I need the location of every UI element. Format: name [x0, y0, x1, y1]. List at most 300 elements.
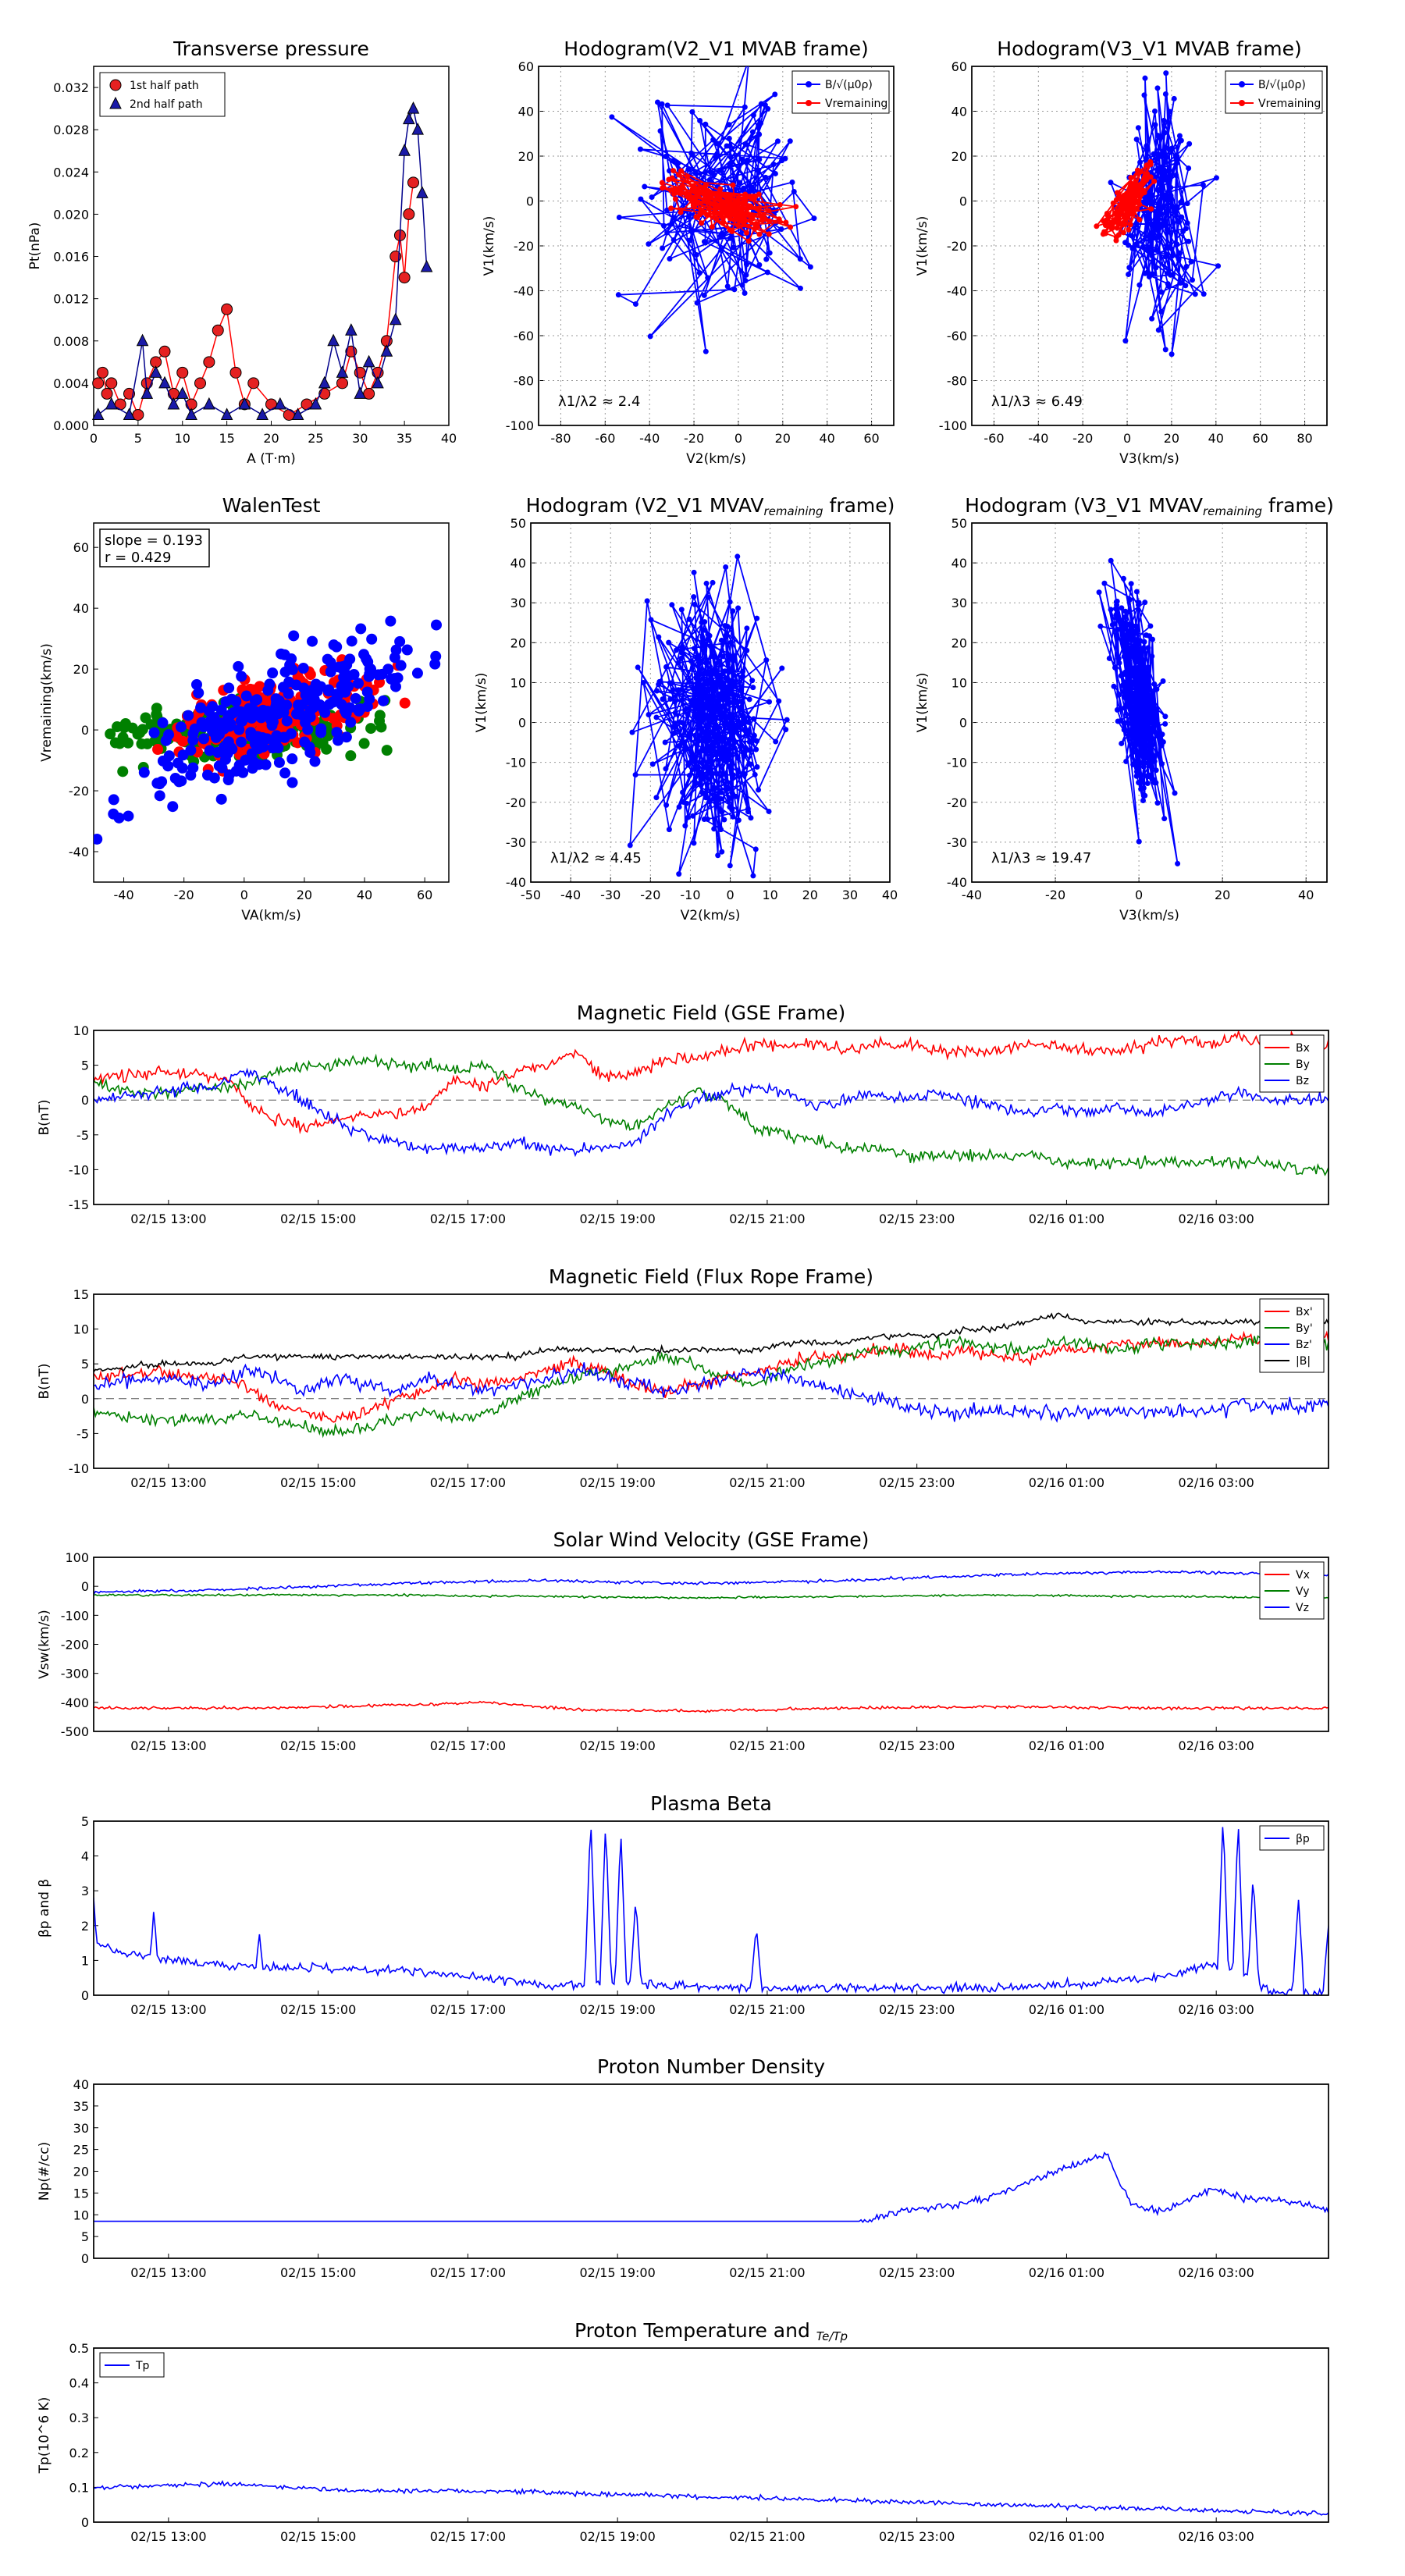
data-point: [728, 667, 734, 673]
data-point: [1134, 774, 1140, 779]
data-point: [656, 679, 662, 685]
data-point: [688, 229, 694, 234]
data-point: [728, 639, 734, 645]
x-tick-label: 40: [819, 431, 835, 446]
data-point: [177, 763, 188, 774]
data-point: [645, 598, 650, 603]
data-point: [1149, 653, 1154, 659]
data-point: [773, 738, 778, 744]
y-tick-label: -20: [513, 239, 534, 254]
data-point: [1161, 118, 1167, 123]
x-tick-label: 40: [1298, 888, 1314, 902]
y-tick-label: 10: [73, 1023, 89, 1038]
data-point: [1161, 678, 1166, 684]
y-tick-label: 0.5: [69, 2341, 89, 2356]
data-point: [745, 212, 750, 218]
data-point: [1136, 728, 1142, 733]
data-point: [705, 632, 710, 637]
x-axis-label: V3(km/s): [1119, 451, 1179, 467]
data-point: [219, 724, 229, 735]
data-point: [1163, 70, 1168, 76]
data-point: [1159, 743, 1165, 749]
data-point: [695, 200, 701, 205]
data-point: [1164, 155, 1169, 160]
data-point: [670, 175, 675, 180]
data-point: [1147, 624, 1153, 629]
data-point: [703, 183, 709, 188]
data-point: [1101, 218, 1106, 223]
data-point: [1119, 741, 1124, 746]
data-point: [668, 205, 674, 211]
data-point: [673, 724, 678, 729]
data-point: [1147, 274, 1152, 279]
data-point: [197, 717, 208, 728]
y-tick-label: 0.008: [53, 333, 89, 349]
data-point: [711, 826, 717, 831]
data-point: [1151, 151, 1157, 157]
data-point: [736, 770, 742, 775]
data-point: [751, 112, 756, 118]
y-tick-label: 40: [73, 2077, 89, 2092]
data-point: [286, 753, 297, 764]
data-point: [723, 564, 728, 570]
data-point: [667, 256, 672, 262]
data-point: [717, 675, 723, 681]
data-point: [755, 224, 760, 229]
x-tick-label: 02/15 13:00: [130, 2529, 207, 2544]
y-tick-label: 0.000: [53, 418, 89, 433]
data-point: [750, 873, 756, 878]
data-point: [705, 728, 710, 734]
data-point: [1112, 665, 1118, 671]
data-point: [1161, 816, 1167, 821]
data-point: [703, 349, 709, 354]
y-axis-label: Vremaining(km/s): [39, 643, 55, 762]
y-tick-label: -40: [946, 875, 967, 890]
y-tick-label: 5: [80, 1357, 89, 1372]
data-point: [707, 799, 713, 805]
data-point: [1141, 785, 1147, 791]
data-point: [722, 668, 727, 674]
data-point: [783, 727, 788, 732]
legend-label: Bz': [1296, 1339, 1312, 1351]
y-axis-label: Vsw(km/s): [37, 1610, 52, 1679]
data-point: [717, 824, 722, 830]
data-point: [735, 606, 741, 611]
data-point: [1186, 165, 1191, 171]
data-point: [727, 738, 732, 743]
y-tick-label: -40: [68, 845, 89, 860]
data-point: [276, 649, 286, 660]
data-point: [777, 216, 782, 222]
data-point: [744, 262, 749, 267]
x-tick-label: 10: [174, 431, 190, 446]
data-point: [1153, 265, 1158, 271]
data-point: [709, 180, 714, 185]
data-point: [1148, 230, 1154, 236]
y-tick-label: 40: [518, 104, 534, 119]
data-point: [1162, 130, 1168, 136]
data-point: [673, 196, 678, 201]
data-point: [187, 763, 198, 774]
data-point: [706, 595, 711, 600]
data-point: [1186, 239, 1191, 244]
data-point: [1135, 642, 1140, 647]
y-tick-label: -60: [513, 329, 534, 343]
data-point: [195, 378, 206, 389]
data-point: [1107, 656, 1112, 661]
data-point: [1177, 251, 1183, 256]
data-point: [1169, 351, 1175, 357]
data-point: [676, 660, 681, 665]
data-point: [1120, 672, 1126, 678]
data-point: [669, 221, 674, 226]
data-point: [706, 206, 712, 212]
data-point: [1158, 152, 1164, 158]
y-axis-label: V1(km/s): [915, 215, 930, 276]
chart-title: Transverse pressure: [173, 37, 369, 60]
data-point: [1149, 704, 1154, 710]
y-tick-label: -400: [60, 1695, 89, 1710]
data-point: [1168, 185, 1173, 190]
data-point: [705, 194, 710, 199]
data-point: [1193, 291, 1198, 297]
data-point: [635, 664, 641, 670]
y-tick-label: 0: [518, 715, 526, 731]
data-point: [791, 189, 797, 194]
legend-label: Vremaining: [1258, 98, 1321, 110]
data-point: [341, 708, 352, 719]
data-point: [676, 871, 681, 877]
data-point: [730, 814, 735, 820]
y-tick-label: 5: [80, 2229, 89, 2245]
data-point: [1122, 654, 1127, 660]
y-axis-label: V1(km/s): [915, 672, 930, 733]
data-point: [1149, 199, 1154, 205]
data-point: [1166, 245, 1172, 251]
data-point: [1151, 681, 1157, 687]
x-tick-label: 02/16 03:00: [1178, 2002, 1254, 2017]
data-point: [692, 570, 697, 575]
data-point: [693, 214, 699, 219]
data-point: [725, 210, 731, 215]
data-point: [710, 580, 716, 585]
data-point: [1176, 219, 1182, 225]
data-point: [660, 246, 665, 251]
data-point: [1144, 171, 1150, 176]
y-tick-label: 30: [510, 596, 526, 611]
y-tick-label: 60: [73, 540, 89, 556]
data-point: [1113, 606, 1119, 611]
y-tick-label: -100: [938, 418, 967, 433]
data-point: [727, 690, 733, 696]
data-point: [720, 653, 726, 659]
x-tick-label: 0: [1122, 431, 1132, 446]
data-point: [694, 706, 699, 711]
y-tick-label: 0.016: [53, 249, 89, 265]
data-point: [408, 177, 419, 188]
legend-marker: [806, 100, 812, 106]
data-point: [345, 750, 356, 761]
data-point: [702, 293, 707, 298]
data-point: [775, 138, 781, 144]
x-tick-label: -40: [961, 888, 983, 902]
x-tick-label: 02/15 17:00: [429, 2265, 507, 2280]
y-tick-label: 5: [80, 1058, 89, 1073]
x-tick-label: -40: [113, 888, 134, 902]
y-tick-label: 15: [73, 1287, 89, 1302]
data-point: [1137, 182, 1143, 187]
data-point: [1128, 704, 1133, 710]
chart-title: Hodogram (V2_V1 MVAVremaining frame): [525, 494, 895, 518]
data-point: [1145, 749, 1151, 754]
data-point: [234, 765, 245, 776]
x-tick-label: 20: [1163, 431, 1180, 446]
data-point: [793, 204, 799, 209]
data-point: [1108, 607, 1114, 612]
y-tick-label: -300: [60, 1666, 89, 1681]
legend-label: Vx: [1296, 1569, 1310, 1582]
y-tick-label: 20: [951, 149, 967, 164]
data-point: [718, 233, 724, 239]
data-point: [754, 616, 759, 621]
data-point: [1119, 621, 1124, 626]
x-tick-label: 02/16 03:00: [1178, 1738, 1254, 1753]
data-point: [732, 201, 738, 206]
data-point: [1145, 781, 1151, 786]
data-point: [385, 616, 396, 627]
data-point: [279, 700, 290, 711]
data-point: [698, 713, 703, 718]
x-tick-label: 02/15 13:00: [130, 1212, 207, 1226]
data-point: [771, 162, 777, 167]
data-point: [695, 738, 701, 743]
data-point: [1115, 627, 1120, 632]
y-tick-label: 60: [518, 59, 534, 74]
data-point: [705, 669, 710, 674]
data-point: [1139, 721, 1144, 727]
data-point: [708, 169, 713, 175]
data-point: [679, 607, 685, 612]
x-tick-label: 20: [774, 431, 791, 446]
legend-label: Bz: [1296, 1075, 1309, 1087]
x-tick-label: -20: [683, 431, 705, 446]
data-point: [756, 787, 761, 792]
data-point: [302, 724, 313, 735]
data-point: [1121, 576, 1126, 582]
data-point: [784, 717, 790, 723]
legend-label: B/√(μ0ρ): [1258, 79, 1306, 91]
data-point: [727, 122, 732, 127]
chart-tp: [37, 2319, 1329, 2544]
data-point: [749, 194, 754, 200]
data-point: [366, 634, 377, 645]
data-point: [726, 786, 731, 792]
data-point: [1152, 759, 1158, 764]
data-point: [638, 197, 643, 202]
data-point: [1154, 687, 1159, 692]
data-point: [286, 728, 297, 739]
data-point: [236, 671, 247, 681]
data-point: [685, 815, 691, 820]
data-point: [1126, 227, 1131, 233]
data-point: [666, 640, 671, 646]
y-tick-label: -40: [505, 875, 526, 890]
data-point: [708, 713, 713, 719]
y-tick-label: 0.3: [69, 2411, 89, 2426]
data-point: [788, 138, 793, 144]
data-point: [767, 251, 773, 256]
data-point: [724, 758, 729, 763]
x-tick-label: 02/16 01:00: [1028, 1475, 1105, 1490]
data-point: [727, 863, 733, 868]
data-point: [691, 594, 696, 600]
data-point: [1150, 753, 1155, 758]
y-tick-label: -30: [505, 834, 526, 850]
data-point: [689, 109, 695, 115]
data-point: [207, 701, 218, 712]
data-point: [727, 600, 733, 605]
data-point: [177, 367, 188, 378]
x-tick-label: 60: [863, 431, 880, 446]
data-point: [691, 841, 696, 846]
data-point: [1123, 759, 1129, 764]
data-point: [660, 185, 665, 190]
data-point: [1136, 679, 1141, 685]
x-tick-label: 5: [133, 431, 142, 446]
data-point: [642, 184, 647, 190]
data-point: [667, 680, 673, 685]
data-point: [212, 325, 223, 336]
data-point: [714, 205, 720, 210]
data-point: [1130, 749, 1136, 755]
data-point: [1122, 695, 1127, 700]
data-point: [1121, 229, 1126, 235]
data-point: [1141, 92, 1147, 98]
legend-label: Vz: [1296, 1602, 1309, 1614]
data-point: [736, 817, 742, 823]
data-point: [629, 730, 635, 735]
x-tick-label: 0: [89, 431, 98, 446]
data-point: [246, 731, 257, 742]
data-point: [641, 680, 646, 685]
data-point: [677, 743, 682, 749]
data-point: [686, 166, 692, 172]
data-point: [288, 630, 299, 641]
data-point: [123, 810, 133, 821]
data-point: [378, 696, 389, 706]
data-point: [747, 748, 752, 753]
data-point: [687, 760, 692, 766]
data-point: [1190, 277, 1195, 283]
legend-label: Vy: [1296, 1585, 1310, 1598]
y-tick-label: -200: [60, 1637, 89, 1653]
data-point: [765, 106, 770, 112]
data-point: [1142, 76, 1147, 81]
data-point: [343, 681, 354, 692]
data-point: [731, 745, 737, 750]
y-tick-label: 4: [80, 1848, 89, 1864]
data-point: [1111, 684, 1116, 689]
data-point: [108, 809, 119, 820]
data-point: [688, 658, 694, 664]
chart-title: Hodogram(V2_V1 MVAB frame): [564, 37, 869, 60]
data-point: [739, 283, 745, 288]
slope-label: slope = 0.193: [105, 532, 203, 549]
data-point: [412, 667, 423, 678]
x-tick-label: 80: [1297, 431, 1313, 446]
data-point: [742, 218, 748, 223]
data-point: [708, 643, 713, 649]
data-point: [753, 846, 759, 852]
data-point: [375, 721, 386, 732]
data-point: [750, 130, 756, 135]
data-point: [616, 292, 621, 297]
x-axis-label: A (T·m): [247, 451, 296, 467]
chart-vsw: [37, 1528, 1329, 1753]
data-point: [1158, 211, 1164, 216]
data-point: [740, 674, 745, 679]
data-point: [1136, 714, 1141, 720]
x-tick-label: 02/15 21:00: [729, 1738, 806, 1753]
data-point: [1155, 800, 1161, 806]
data-point: [717, 659, 723, 664]
data-point: [341, 731, 352, 742]
data-point: [123, 738, 133, 749]
data-point: [1165, 195, 1170, 201]
data-point: [1158, 309, 1164, 315]
data-point: [400, 698, 411, 709]
data-point: [230, 367, 241, 378]
data-point: [274, 757, 285, 768]
data-point: [750, 738, 756, 743]
data-point: [1178, 200, 1183, 205]
data-point: [390, 681, 401, 692]
data-point: [678, 168, 684, 173]
data-point: [721, 817, 727, 823]
y-axis-label: Tp(10^6 K): [37, 2396, 52, 2474]
data-point: [660, 696, 666, 702]
chart-hodo_v2_mvab: [482, 37, 894, 467]
data-point: [719, 849, 724, 855]
data-point: [701, 748, 706, 753]
data-point: [1140, 672, 1146, 678]
x-tick-label: 02/16 01:00: [1028, 2265, 1105, 2280]
data-point: [759, 101, 764, 107]
data-point: [1127, 597, 1133, 603]
data-point: [337, 378, 348, 389]
data-point: [710, 224, 715, 229]
data-point: [709, 699, 714, 705]
data-point: [717, 190, 723, 195]
data-point: [1172, 791, 1178, 796]
data-point: [719, 209, 724, 215]
data-point: [1142, 685, 1147, 690]
data-point: [1135, 665, 1140, 671]
data-point: [1137, 159, 1143, 165]
x-tick-label: 02/15 19:00: [579, 2265, 656, 2280]
y-tick-label: -20: [946, 795, 967, 810]
x-tick-label: -40: [1028, 431, 1049, 446]
data-point: [727, 163, 732, 169]
data-point: [1123, 645, 1129, 650]
data-point: [1166, 283, 1172, 289]
data-point: [1097, 589, 1102, 595]
x-tick-label: 10: [762, 888, 778, 902]
data-point: [1128, 692, 1133, 697]
data-point: [680, 644, 685, 649]
y-tick-label: -10: [68, 1461, 89, 1476]
